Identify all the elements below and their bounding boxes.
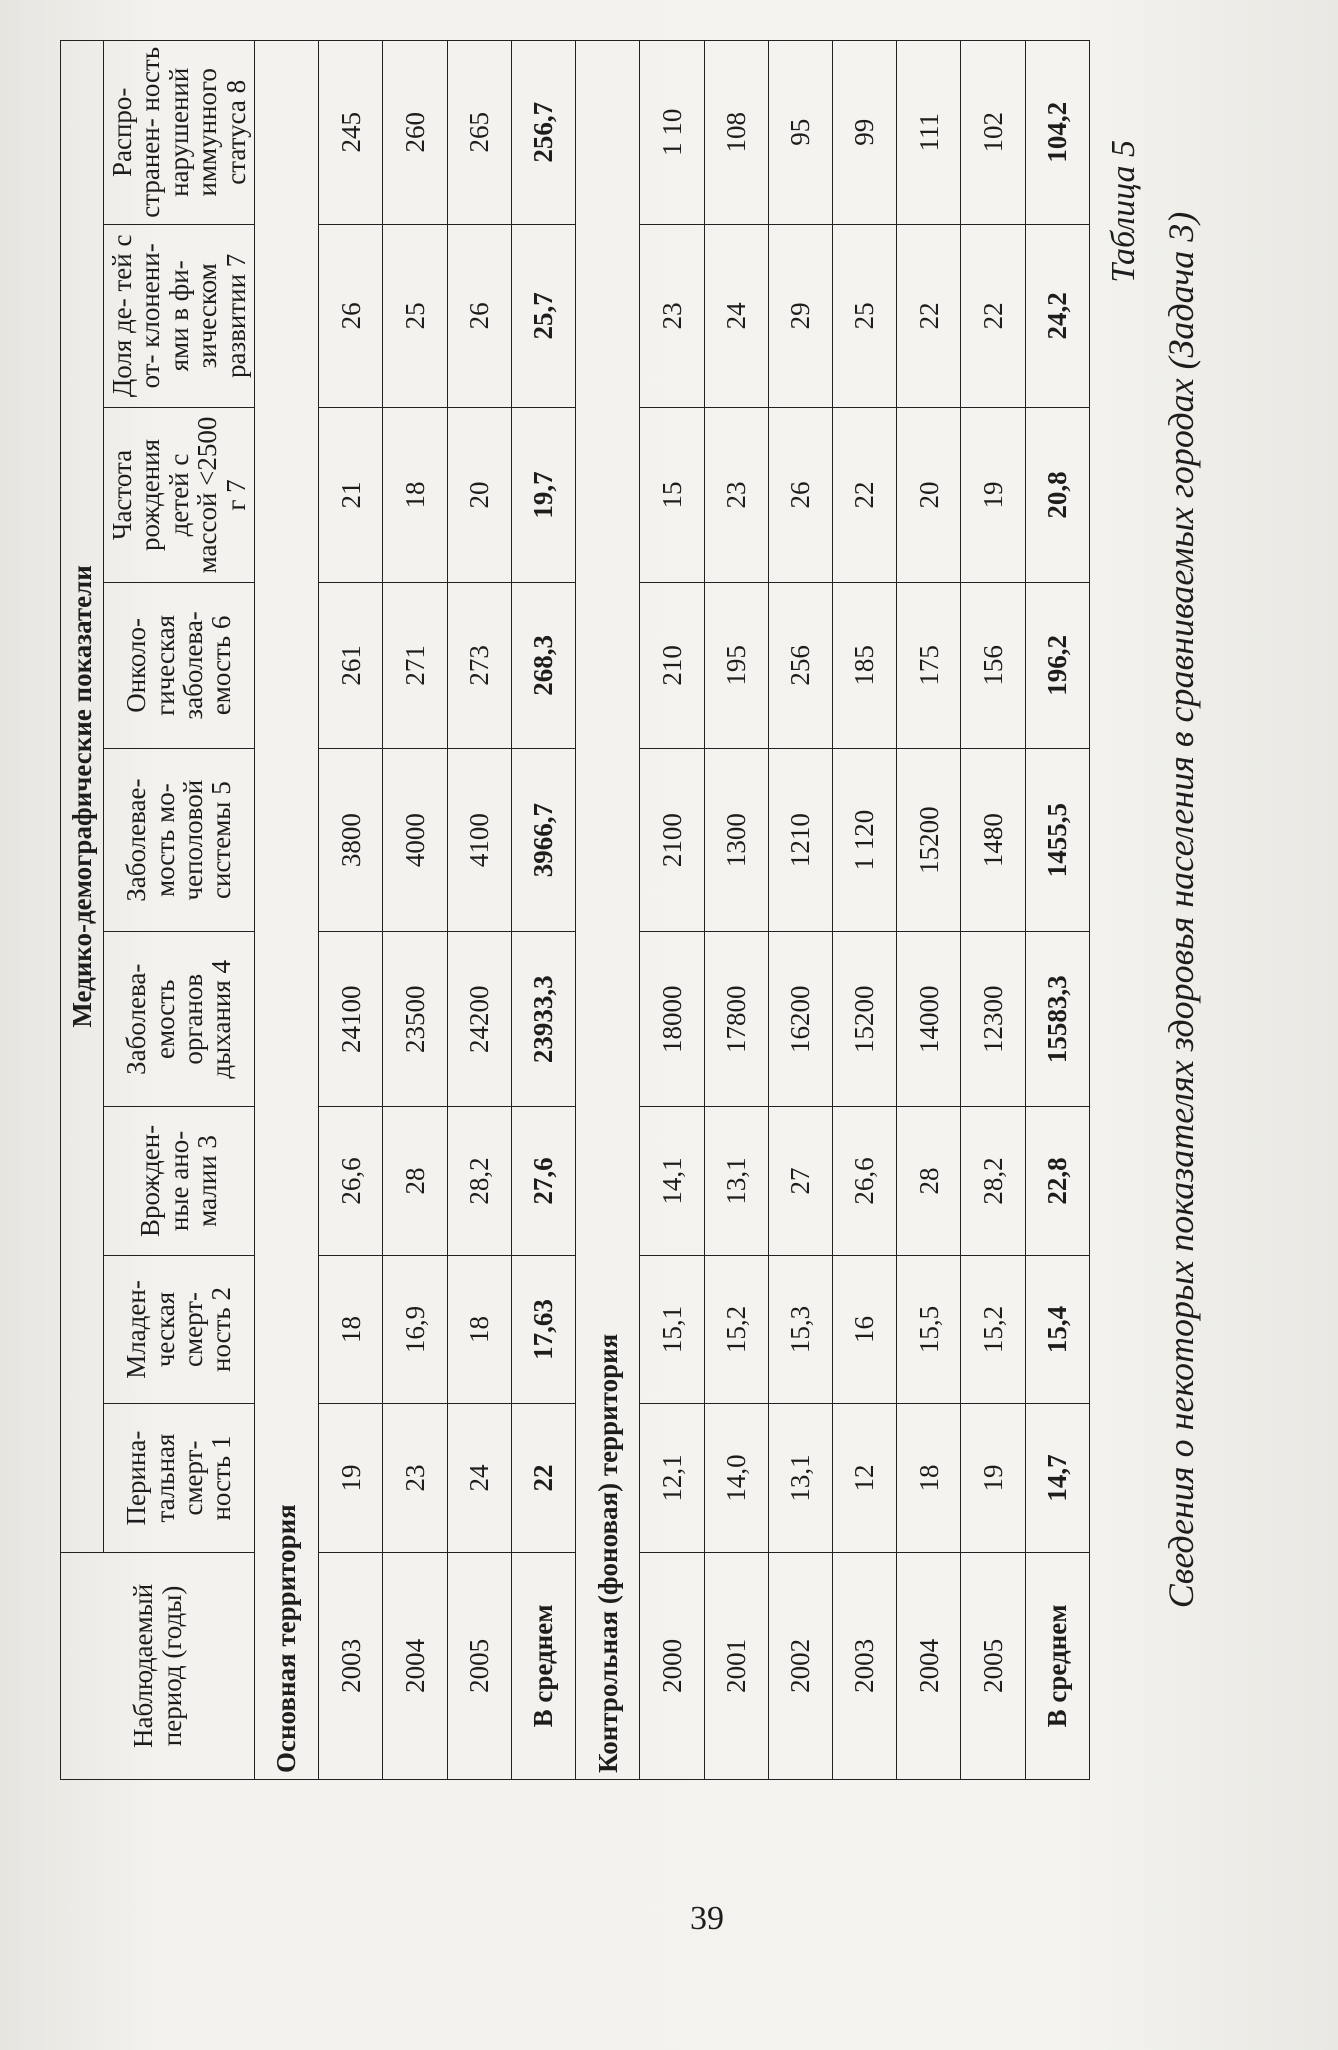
health-table (60, 40, 1090, 1780)
table-cell: 16,9 (383, 1255, 447, 1404)
average-cell: 104,2 (1025, 41, 1089, 225)
section-row (576, 41, 640, 1780)
average-cell: 23933,3 (511, 932, 575, 1107)
table-cell: 22 (897, 224, 961, 408)
table-cell: 29 (768, 224, 832, 408)
average-cell: 17,63 (511, 1255, 575, 1404)
table-cell: 15,5 (897, 1255, 961, 1404)
table-cell: 26 (319, 224, 383, 408)
table-cell: 111 (897, 41, 961, 225)
table-cell: 23500 (383, 932, 447, 1107)
table-cell: 102 (961, 41, 1025, 225)
table-cell: 4100 (447, 748, 511, 932)
header-cell: Распро- странен- ность нарушений иммунного статуса 8 (104, 41, 255, 225)
header-cell: Заболева- емость органов дыхания 4 (104, 932, 255, 1107)
table-cell: 25 (383, 224, 447, 408)
section-title: Контрольная (фоновая) территория (576, 41, 640, 1780)
table-cell: 18 (319, 1255, 383, 1404)
table-cell: 4000 (383, 748, 447, 932)
table-cell: 14,0 (704, 1404, 768, 1553)
table-cell: 26,6 (319, 1107, 383, 1256)
table-row (961, 41, 1025, 1780)
table-cell: 1210 (768, 748, 832, 932)
average-cell: 1455,5 (1025, 748, 1089, 932)
table-row (383, 41, 447, 1780)
table-row (704, 41, 768, 1780)
table-cell: 15 (640, 408, 704, 583)
average-cell: 20,8 (1025, 408, 1089, 583)
average-row (511, 41, 575, 1780)
header-cell: Онколо- гическая заболева- емость 6 (104, 582, 255, 748)
average-cell: 22 (511, 1404, 575, 1553)
average-cell: 196,2 (1025, 582, 1089, 748)
section-row (255, 41, 319, 1780)
header-row (61, 41, 104, 1780)
table-cell: 156 (961, 582, 1025, 748)
table-cell: 273 (447, 582, 511, 748)
rotated-page (0, 30, 1338, 1820)
average-cell: 15,4 (1025, 1255, 1089, 1404)
table-cell: 1480 (961, 748, 1025, 932)
header-cell: Заболевае- мость мо- чеполовой системы 5 (104, 748, 255, 932)
table-cell: 12300 (961, 932, 1025, 1107)
table-row (897, 41, 961, 1780)
table-row (319, 41, 383, 1780)
table-cell: 18 (897, 1404, 961, 1553)
table-cell: 2003 (832, 1552, 896, 1779)
table-cell: 19 (961, 1404, 1025, 1553)
table-cell: 261 (319, 582, 383, 748)
table-cell: 26,6 (832, 1107, 896, 1256)
table-row (447, 41, 511, 1780)
header-cell: Врожден- ные ано- малии 3 (104, 1107, 255, 1256)
table-cell: 23 (383, 1404, 447, 1553)
table-cell: 17800 (704, 932, 768, 1107)
table-cell: 2100 (640, 748, 704, 932)
table-cell: 12 (832, 1404, 896, 1553)
table-cell: 15,2 (961, 1255, 1025, 1404)
average-cell: В среднем (1025, 1552, 1089, 1779)
table-cell: 26 (447, 224, 511, 408)
table-cell: 14,1 (640, 1107, 704, 1256)
table-cell: 22 (961, 224, 1025, 408)
table-row (832, 41, 896, 1780)
header-row (104, 41, 255, 1780)
table-cell: 15200 (832, 932, 896, 1107)
table-cell: 15,2 (704, 1255, 768, 1404)
average-cell: 3966,7 (511, 748, 575, 932)
group-header: Медико-демографические показатели (61, 41, 104, 1553)
table-cell: 20 (447, 408, 511, 583)
table-cell: 24 (704, 224, 768, 408)
average-cell: 256,7 (511, 41, 575, 225)
table-cell: 1300 (704, 748, 768, 932)
table-cell: 16 (832, 1255, 896, 1404)
average-cell: 24,2 (1025, 224, 1089, 408)
table-cell: 19 (319, 1404, 383, 1553)
average-cell: 22,8 (1025, 1107, 1089, 1256)
table-cell: 19 (961, 408, 1025, 583)
table-cell: 24200 (447, 932, 511, 1107)
table-cell: 95 (768, 41, 832, 225)
table-cell: 15,1 (640, 1255, 704, 1404)
table-cell: 3800 (319, 748, 383, 932)
table-cell: 2001 (704, 1552, 768, 1779)
data-table (60, 40, 1090, 1780)
table-cell: 25 (832, 224, 896, 408)
table-cell: 28 (383, 1107, 447, 1256)
table-cell: 14000 (897, 932, 961, 1107)
table-cell: 195 (704, 582, 768, 748)
table-cell: 2004 (897, 1552, 961, 1779)
table-cell: 2005 (447, 1552, 511, 1779)
average-cell: 19,7 (511, 408, 575, 583)
average-cell: 15583,3 (1025, 932, 1089, 1107)
header-cell: Перина- тальная смерт- ность 1 (104, 1404, 255, 1553)
table-cell: 256 (768, 582, 832, 748)
table-title: Сведения о некоторых показателях здоровья населения в сравниваемых городах (Задача 3) (1161, 211, 1201, 1609)
table-cell: 28 (897, 1107, 961, 1256)
table-cell: 175 (897, 582, 961, 748)
table-cell: 16200 (768, 932, 832, 1107)
section-title: Основная территория (255, 41, 319, 1780)
header-cell: Частота рождения детей с массой <2500 г 7 (104, 408, 255, 583)
table-cell: 26 (768, 408, 832, 583)
header-cell: Младен- ческая смерт- ность 2 (104, 1255, 255, 1404)
table-cell: 1 10 (640, 41, 704, 225)
average-cell: 268,3 (511, 582, 575, 748)
table-cell: 108 (704, 41, 768, 225)
average-cell: 14,7 (1025, 1404, 1089, 1553)
table-cell: 1 120 (832, 748, 896, 932)
table-cell: 2002 (768, 1552, 832, 1779)
header-cell: Доля де- тей с от- клонени- ями в фи- зическом развитии 7 (104, 224, 255, 408)
table-cell: 13,1 (768, 1404, 832, 1553)
table-row (768, 41, 832, 1780)
table-cell: 22 (832, 408, 896, 583)
table-cell: 13,1 (704, 1107, 768, 1256)
table-cell: 15200 (897, 748, 961, 932)
table-cell: 2004 (383, 1552, 447, 1779)
table-cell: 24100 (319, 932, 383, 1107)
table-cell: 210 (640, 582, 704, 748)
table-cell: 271 (383, 582, 447, 748)
table-cell: 2000 (640, 1552, 704, 1779)
table-cell: 2005 (961, 1552, 1025, 1779)
table-cell: 21 (319, 408, 383, 583)
average-cell: 25,7 (511, 224, 575, 408)
table-cell: 265 (447, 41, 511, 225)
table-cell: 245 (319, 41, 383, 225)
table-cell: 20 (897, 408, 961, 583)
average-row (1025, 41, 1089, 1780)
page-number: 39 (690, 1900, 724, 1937)
table-cell: 28,2 (961, 1107, 1025, 1256)
table-cell: 18000 (640, 932, 704, 1107)
average-cell: В среднем (511, 1552, 575, 1779)
table-cell: 99 (832, 41, 896, 225)
table-cell: 260 (383, 41, 447, 225)
table-cell: 185 (832, 582, 896, 748)
table-cell: 18 (447, 1255, 511, 1404)
table-cell: 28,2 (447, 1107, 511, 1256)
table-cell: 12,1 (640, 1404, 704, 1553)
table-cell: 27 (768, 1107, 832, 1256)
table-cell: 23 (704, 408, 768, 583)
table-cell: 24 (447, 1404, 511, 1553)
table-cell: 18 (383, 408, 447, 583)
table-label: Таблица 5 (1105, 140, 1142, 283)
table-cell: 15,3 (768, 1255, 832, 1404)
header-cell: Наблюдаемый период (годы) (61, 1552, 255, 1779)
table-cell: 2003 (319, 1552, 383, 1779)
average-cell: 27,6 (511, 1107, 575, 1256)
table-cell: 23 (640, 224, 704, 408)
table-row (640, 41, 704, 1780)
